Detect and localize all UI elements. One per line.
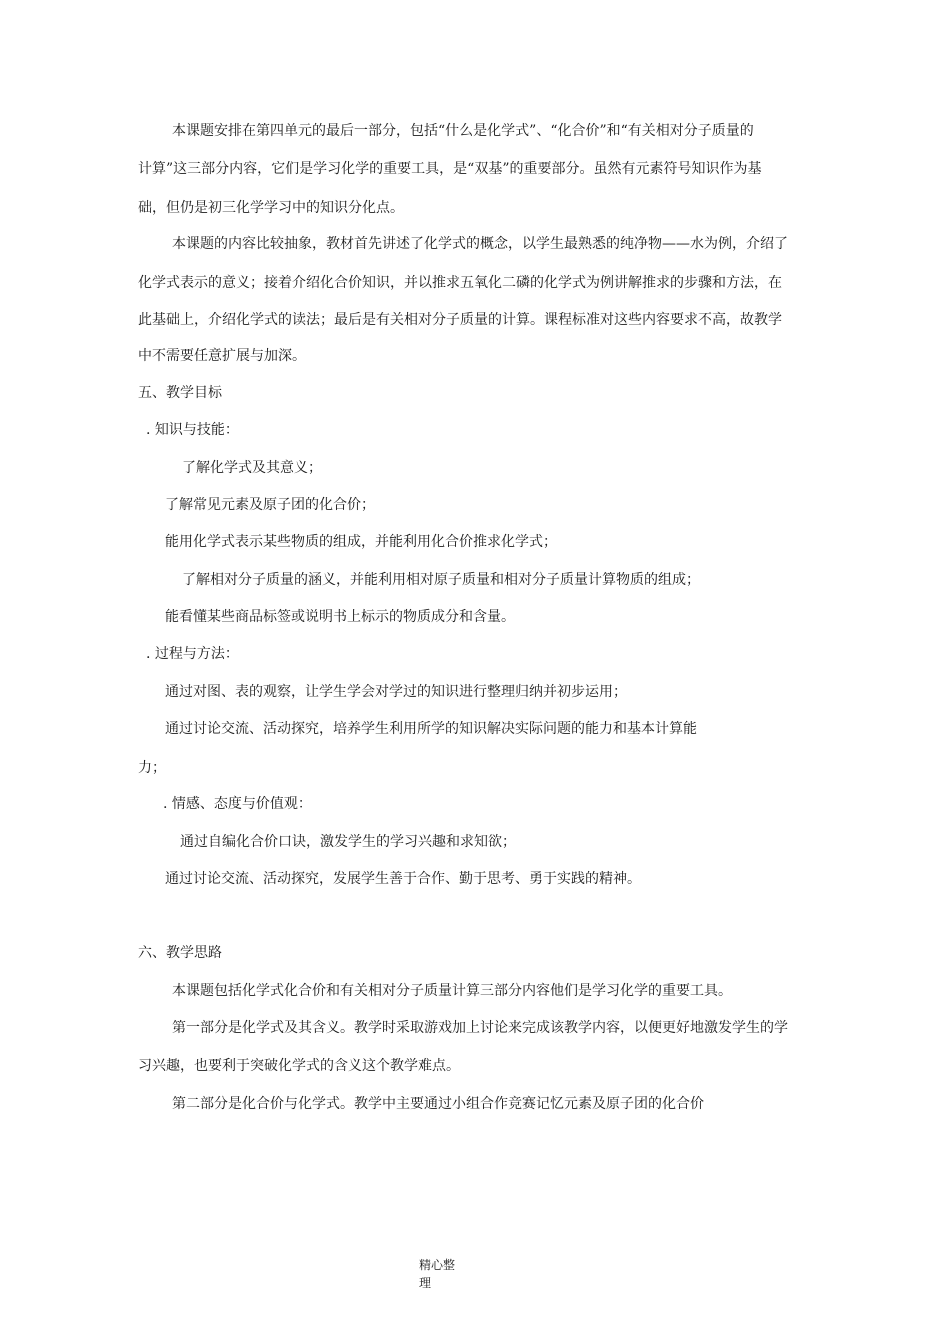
- section5-heading: 五、教学目标: [138, 385, 222, 401]
- footer-line-1: 精心整: [419, 1258, 456, 1272]
- intro-p1-line2: 计算”这三部分内容，它们是学习化学的重要工具，是“双基”的重要部分。虽然有元素符号知识作为基: [138, 161, 762, 177]
- section6-p2-line1: 第一部分是化学式及其含义。教学时采取游戏加上讨论来完成该教学内容，以便更好地激发学生的学: [172, 1020, 788, 1036]
- process-item-2: 通过讨论交流、活动探究，培养学生利用所学的知识解决实际问题的能力和基本计算能: [165, 721, 697, 737]
- intro-p2-line1: 本课题的内容比较抽象，教材首先讲述了化学式的概念，以学生最熟悉的纯净物——水为例，介绍了: [172, 236, 788, 252]
- knowledge-item-2: 了解常见元素及原子团的化合价；: [165, 497, 375, 513]
- intro-p1-line3: 础，但仍是初三化学学习中的知识分化点。: [138, 200, 404, 216]
- knowledge-item-4: 了解相对分子质量的涵义，并能利用相对原子质量和相对分子质量计算物质的组成；: [182, 572, 700, 588]
- process-item-1: 通过对图、表的观察，让学生学会对学过的知识进行整理归纳并初步运用；: [165, 684, 627, 700]
- emotion-item-1: 通过自编化合价口诀，激发学生的学习兴趣和求知欲；: [180, 834, 516, 850]
- intro-p2-line2: 化学式表示的意义；接着介绍化合价知识，并以推求五氧化二磷的化学式为例讲解推求的步骤和方法，在: [138, 275, 782, 291]
- intro-p2-line3: 此基础上，介绍化学式的读法；最后是有关相对分子质量的计算。课程标准对这些内容要求不高，故教学: [138, 312, 782, 328]
- knowledge-item-1: 了解化学式及其意义；: [182, 460, 322, 476]
- intro-p1-line1: 本课题安排在第四单元的最后一部分，包括“什么是化学式”、“化合价”和“有关相对分子质量的: [172, 123, 754, 139]
- section6-p1: 本课题包括化学式化合价和有关相对分子质量计算三部分内容他们是学习化学的重要工具。: [172, 983, 732, 999]
- knowledge-title: . 知识与技能：: [146, 422, 239, 438]
- process-item-2-cont: 力；: [138, 760, 166, 776]
- emotion-title: . 情感、态度与价值观：: [163, 796, 312, 812]
- page-footer: [419, 1256, 479, 1292]
- section6-p2-line2: 习兴趣，也要利于突破化学式的含义这个教学难点。: [138, 1058, 460, 1074]
- knowledge-item-5: 能看懂某些商品标签或说明书上标示的物质成分和含量。: [165, 609, 515, 625]
- footer-line-2: 理: [419, 1276, 432, 1290]
- emotion-item-2: 通过讨论交流、活动探究，发展学生善于合作、勤于思考、勇于实践的精神。: [165, 871, 641, 887]
- process-title: . 过程与方法：: [146, 646, 239, 662]
- section6-heading: 六、教学思路: [138, 945, 222, 961]
- intro-p2-line4: 中不需要任意扩展与加深。: [138, 348, 306, 364]
- section6-p3: 第二部分是化合价与化学式。教学中主要通过小组合作竞赛记忆元素及原子团的化合价: [172, 1096, 704, 1112]
- knowledge-item-3: 能用化学式表示某些物质的组成，并能利用化合价推求化学式；: [165, 534, 557, 550]
